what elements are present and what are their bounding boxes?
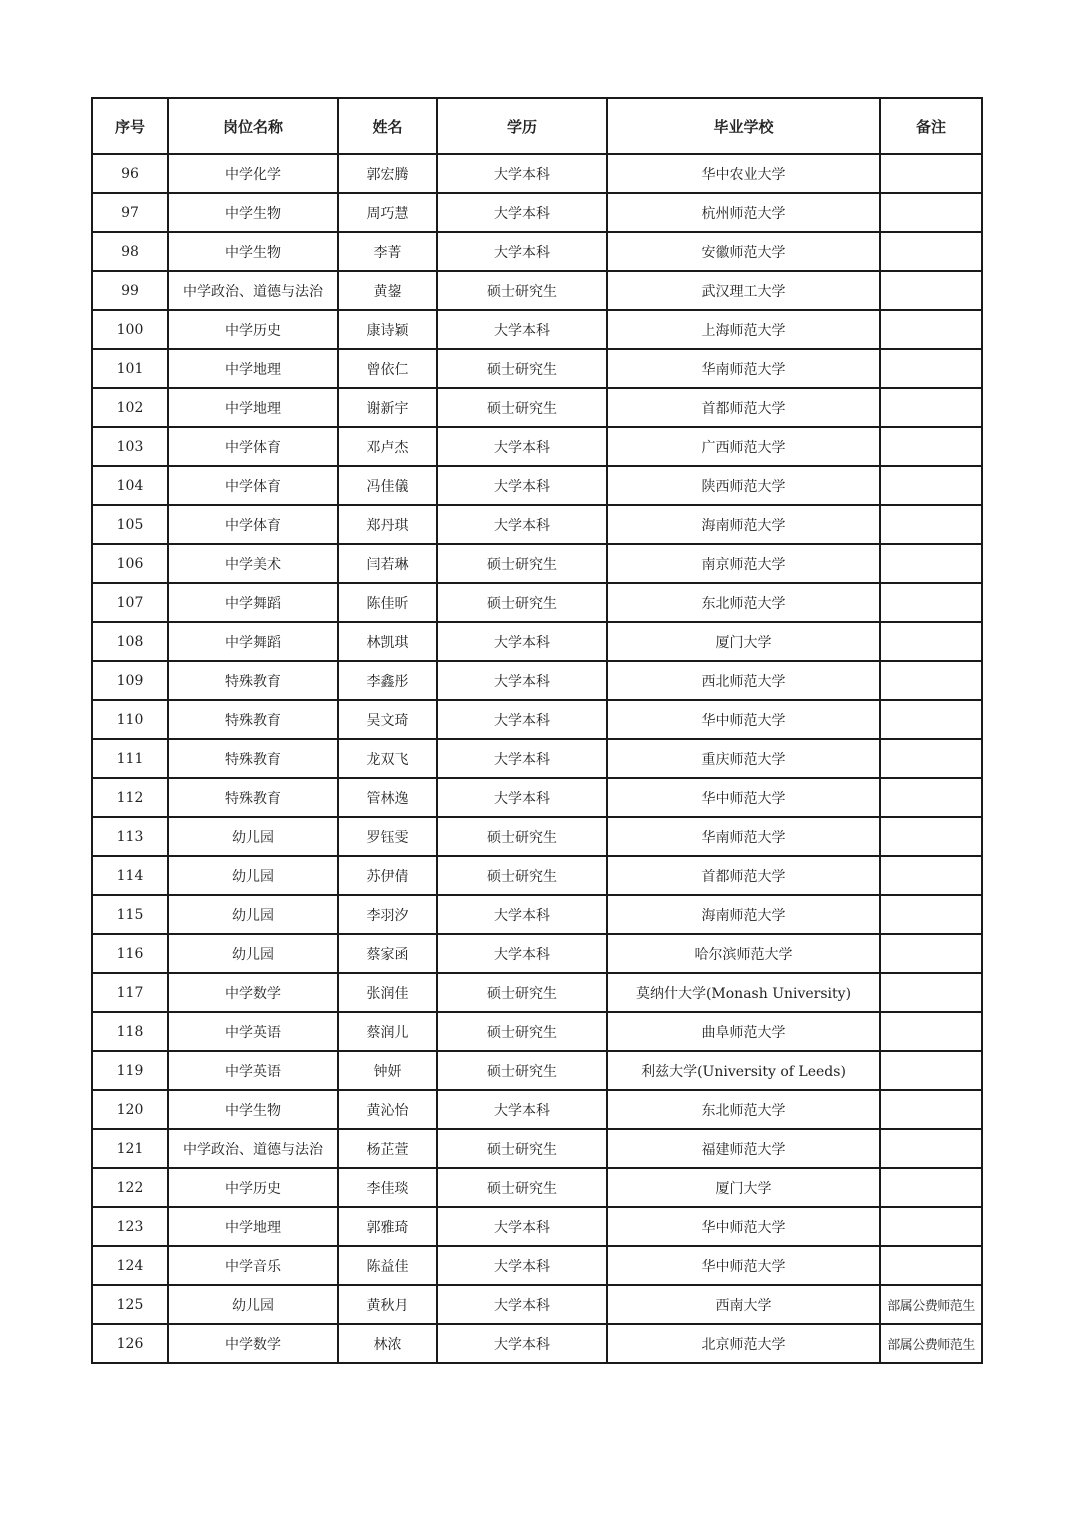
cell-remarks: 部属公费师范生 — [880, 1324, 982, 1363]
table-row — [92, 895, 982, 934]
table-row — [92, 310, 982, 349]
cell-school: 曲阜师范大学 — [607, 1012, 880, 1051]
cell-serial: 111 — [92, 739, 168, 778]
cell-name: 冯佳儀 — [338, 466, 437, 505]
cell-name: 苏伊倩 — [338, 856, 437, 895]
cell-position: 中学数学 — [168, 973, 338, 1012]
cell-remarks — [880, 388, 982, 427]
cell-name: 曾依仁 — [338, 349, 437, 388]
cell-name: 钟妍 — [338, 1051, 437, 1090]
cell-education: 大学本科 — [437, 466, 607, 505]
cell-name: 黄鋆 — [338, 271, 437, 310]
cell-position: 中学历史 — [168, 310, 338, 349]
cell-school: 武汉理工大学 — [607, 271, 880, 310]
table-row — [92, 1246, 982, 1285]
cell-remarks — [880, 466, 982, 505]
cell-name: 龙双飞 — [338, 739, 437, 778]
cell-remarks — [880, 1012, 982, 1051]
table-body — [92, 154, 982, 1363]
cell-education: 大学本科 — [437, 1090, 607, 1129]
cell-name: 林浓 — [338, 1324, 437, 1363]
cell-remarks — [880, 1090, 982, 1129]
cell-serial: 123 — [92, 1207, 168, 1246]
cell-school: 华中师范大学 — [607, 1207, 880, 1246]
cell-position: 中学英语 — [168, 1051, 338, 1090]
cell-remarks — [880, 622, 982, 661]
cell-school: 华中师范大学 — [607, 700, 880, 739]
cell-education: 硕士研究生 — [437, 1051, 607, 1090]
cell-position: 中学地理 — [168, 388, 338, 427]
cell-remarks — [880, 661, 982, 700]
header-position: 岗位名称 — [168, 98, 338, 154]
cell-position: 中学地理 — [168, 349, 338, 388]
cell-remarks — [880, 973, 982, 1012]
table-row — [92, 1207, 982, 1246]
cell-education: 大学本科 — [437, 739, 607, 778]
cell-position: 幼儿园 — [168, 895, 338, 934]
cell-school: 陕西师范大学 — [607, 466, 880, 505]
table-row — [92, 778, 982, 817]
cell-education: 硕士研究生 — [437, 1012, 607, 1051]
table-row — [92, 817, 982, 856]
cell-name: 管林逸 — [338, 778, 437, 817]
cell-serial: 109 — [92, 661, 168, 700]
cell-name: 李菁 — [338, 232, 437, 271]
cell-education: 硕士研究生 — [437, 1129, 607, 1168]
cell-name: 吴文琦 — [338, 700, 437, 739]
cell-remarks — [880, 1207, 982, 1246]
cell-remarks — [880, 895, 982, 934]
table-row — [92, 1051, 982, 1090]
cell-remarks — [880, 427, 982, 466]
cell-education: 硕士研究生 — [437, 544, 607, 583]
table-row — [92, 427, 982, 466]
cell-name: 郑丹琪 — [338, 505, 437, 544]
cell-education: 大学本科 — [437, 622, 607, 661]
cell-serial: 126 — [92, 1324, 168, 1363]
cell-name: 周巧慧 — [338, 193, 437, 232]
cell-school: 南京师范大学 — [607, 544, 880, 583]
cell-education: 大学本科 — [437, 1207, 607, 1246]
cell-remarks — [880, 1051, 982, 1090]
cell-name: 李佳琰 — [338, 1168, 437, 1207]
cell-remarks — [880, 544, 982, 583]
cell-serial: 121 — [92, 1129, 168, 1168]
cell-school: 海南师范大学 — [607, 895, 880, 934]
cell-school: 华中师范大学 — [607, 1246, 880, 1285]
cell-serial: 116 — [92, 934, 168, 973]
cell-serial: 115 — [92, 895, 168, 934]
cell-education: 硕士研究生 — [437, 349, 607, 388]
header-serial: 序号 — [92, 98, 168, 154]
cell-school: 上海师范大学 — [607, 310, 880, 349]
table-row — [92, 1285, 982, 1324]
cell-education: 大学本科 — [437, 1246, 607, 1285]
cell-serial: 112 — [92, 778, 168, 817]
table-row — [92, 1129, 982, 1168]
cell-serial: 125 — [92, 1285, 168, 1324]
cell-serial: 101 — [92, 349, 168, 388]
cell-remarks — [880, 934, 982, 973]
cell-education: 大学本科 — [437, 1285, 607, 1324]
cell-name: 张润佳 — [338, 973, 437, 1012]
cell-position: 中学化学 — [168, 154, 338, 193]
cell-education: 大学本科 — [437, 193, 607, 232]
cell-position: 特殊教育 — [168, 700, 338, 739]
cell-position: 幼儿园 — [168, 856, 338, 895]
cell-serial: 105 — [92, 505, 168, 544]
cell-school: 西北师范大学 — [607, 661, 880, 700]
cell-school: 首都师范大学 — [607, 856, 880, 895]
cell-position: 幼儿园 — [168, 817, 338, 856]
cell-serial: 124 — [92, 1246, 168, 1285]
cell-name: 黄沁怡 — [338, 1090, 437, 1129]
cell-education: 大学本科 — [437, 310, 607, 349]
cell-name: 黄秋月 — [338, 1285, 437, 1324]
cell-school: 广西师范大学 — [607, 427, 880, 466]
table-row — [92, 505, 982, 544]
cell-school: 安徽师范大学 — [607, 232, 880, 271]
cell-remarks — [880, 1129, 982, 1168]
cell-school: 厦门大学 — [607, 1168, 880, 1207]
cell-serial: 108 — [92, 622, 168, 661]
cell-position: 中学体育 — [168, 466, 338, 505]
cell-education: 大学本科 — [437, 895, 607, 934]
cell-education: 大学本科 — [437, 505, 607, 544]
cell-remarks — [880, 232, 982, 271]
cell-serial: 106 — [92, 544, 168, 583]
cell-school: 东北师范大学 — [607, 1090, 880, 1129]
cell-serial: 119 — [92, 1051, 168, 1090]
cell-name: 林凯琪 — [338, 622, 437, 661]
table-row — [92, 154, 982, 193]
cell-serial: 102 — [92, 388, 168, 427]
cell-name: 李鑫彤 — [338, 661, 437, 700]
cell-remarks — [880, 778, 982, 817]
cell-school: 华南师范大学 — [607, 349, 880, 388]
cell-name: 蔡润儿 — [338, 1012, 437, 1051]
table-row — [92, 466, 982, 505]
cell-education: 大学本科 — [437, 154, 607, 193]
table-row — [92, 544, 982, 583]
cell-position: 中学政治、道德与法治 — [168, 1129, 338, 1168]
cell-name: 邓卢杰 — [338, 427, 437, 466]
table-row — [92, 973, 982, 1012]
cell-school: 杭州师范大学 — [607, 193, 880, 232]
cell-serial: 113 — [92, 817, 168, 856]
cell-school: 华中师范大学 — [607, 778, 880, 817]
cell-remarks — [880, 739, 982, 778]
cell-position: 特殊教育 — [168, 661, 338, 700]
cell-remarks — [880, 271, 982, 310]
header-name: 姓名 — [338, 98, 437, 154]
cell-education: 硕士研究生 — [437, 856, 607, 895]
cell-remarks — [880, 349, 982, 388]
roster-table-container — [91, 97, 981, 1364]
cell-position: 中学数学 — [168, 1324, 338, 1363]
header-remarks: 备注 — [880, 98, 982, 154]
cell-school: 东北师范大学 — [607, 583, 880, 622]
cell-serial: 99 — [92, 271, 168, 310]
cell-education: 大学本科 — [437, 778, 607, 817]
cell-position: 中学舞蹈 — [168, 622, 338, 661]
cell-education: 硕士研究生 — [437, 1168, 607, 1207]
cell-school: 华南师范大学 — [607, 817, 880, 856]
header-row — [92, 98, 982, 154]
cell-position: 中学音乐 — [168, 1246, 338, 1285]
cell-name: 郭雅琦 — [338, 1207, 437, 1246]
cell-school: 海南师范大学 — [607, 505, 880, 544]
table-row — [92, 1168, 982, 1207]
cell-position: 幼儿园 — [168, 934, 338, 973]
cell-education: 大学本科 — [437, 427, 607, 466]
table-row — [92, 934, 982, 973]
cell-name: 杨芷萱 — [338, 1129, 437, 1168]
cell-education: 硕士研究生 — [437, 388, 607, 427]
cell-position: 幼儿园 — [168, 1285, 338, 1324]
cell-serial: 114 — [92, 856, 168, 895]
cell-remarks — [880, 310, 982, 349]
header-school: 毕业学校 — [607, 98, 880, 154]
header-education: 学历 — [437, 98, 607, 154]
cell-school: 北京师范大学 — [607, 1324, 880, 1363]
cell-name: 罗钰雯 — [338, 817, 437, 856]
cell-position: 中学舞蹈 — [168, 583, 338, 622]
cell-name: 李羽汐 — [338, 895, 437, 934]
cell-school: 莫纳什大学(Monash University) — [607, 973, 880, 1012]
cell-serial: 98 — [92, 232, 168, 271]
cell-education: 硕士研究生 — [437, 271, 607, 310]
cell-school: 厦门大学 — [607, 622, 880, 661]
table-row — [92, 232, 982, 271]
cell-serial: 96 — [92, 154, 168, 193]
cell-serial: 122 — [92, 1168, 168, 1207]
cell-name: 蔡家函 — [338, 934, 437, 973]
cell-school: 西南大学 — [607, 1285, 880, 1324]
cell-position: 中学体育 — [168, 427, 338, 466]
table-row — [92, 583, 982, 622]
cell-name: 郭宏腾 — [338, 154, 437, 193]
cell-name: 闫若琳 — [338, 544, 437, 583]
cell-position: 中学生物 — [168, 232, 338, 271]
table-row — [92, 700, 982, 739]
cell-education: 硕士研究生 — [437, 583, 607, 622]
cell-remarks — [880, 700, 982, 739]
cell-school: 哈尔滨师范大学 — [607, 934, 880, 973]
table-row — [92, 1324, 982, 1363]
cell-education: 大学本科 — [437, 661, 607, 700]
cell-serial: 120 — [92, 1090, 168, 1129]
cell-education: 大学本科 — [437, 1324, 607, 1363]
cell-serial: 104 — [92, 466, 168, 505]
table-row — [92, 661, 982, 700]
cell-serial: 103 — [92, 427, 168, 466]
cell-position: 中学体育 — [168, 505, 338, 544]
cell-remarks — [880, 856, 982, 895]
cell-education: 大学本科 — [437, 232, 607, 271]
cell-education: 大学本科 — [437, 700, 607, 739]
cell-serial: 107 — [92, 583, 168, 622]
cell-remarks — [880, 505, 982, 544]
table-row — [92, 193, 982, 232]
cell-remarks — [880, 583, 982, 622]
cell-position: 特殊教育 — [168, 778, 338, 817]
cell-position: 中学生物 — [168, 1090, 338, 1129]
table-row — [92, 739, 982, 778]
cell-education: 硕士研究生 — [437, 817, 607, 856]
cell-name: 康诗颖 — [338, 310, 437, 349]
table-row — [92, 349, 982, 388]
cell-education: 硕士研究生 — [437, 973, 607, 1012]
cell-position: 中学政治、道德与法治 — [168, 271, 338, 310]
cell-remarks — [880, 1246, 982, 1285]
roster-table — [91, 97, 983, 1364]
cell-remarks — [880, 154, 982, 193]
cell-school: 利兹大学(University of Leeds) — [607, 1051, 880, 1090]
cell-remarks — [880, 193, 982, 232]
cell-school: 重庆师范大学 — [607, 739, 880, 778]
table-row — [92, 622, 982, 661]
cell-name: 陈佳昕 — [338, 583, 437, 622]
cell-school: 华中农业大学 — [607, 154, 880, 193]
cell-position: 中学英语 — [168, 1012, 338, 1051]
cell-position: 中学地理 — [168, 1207, 338, 1246]
cell-position: 特殊教育 — [168, 739, 338, 778]
table-row — [92, 271, 982, 310]
cell-remarks — [880, 817, 982, 856]
cell-name: 陈益佳 — [338, 1246, 437, 1285]
table-row — [92, 388, 982, 427]
cell-remarks — [880, 1168, 982, 1207]
cell-position: 中学美术 — [168, 544, 338, 583]
cell-position: 中学历史 — [168, 1168, 338, 1207]
cell-serial: 110 — [92, 700, 168, 739]
cell-serial: 97 — [92, 193, 168, 232]
table-row — [92, 1090, 982, 1129]
cell-school: 首都师范大学 — [607, 388, 880, 427]
table-row — [92, 1012, 982, 1051]
cell-serial: 100 — [92, 310, 168, 349]
cell-education: 大学本科 — [437, 934, 607, 973]
cell-position: 中学生物 — [168, 193, 338, 232]
cell-serial: 118 — [92, 1012, 168, 1051]
cell-remarks: 部属公费师范生 — [880, 1285, 982, 1324]
cell-name: 谢新宇 — [338, 388, 437, 427]
cell-school: 福建师范大学 — [607, 1129, 880, 1168]
table-row — [92, 856, 982, 895]
cell-serial: 117 — [92, 973, 168, 1012]
